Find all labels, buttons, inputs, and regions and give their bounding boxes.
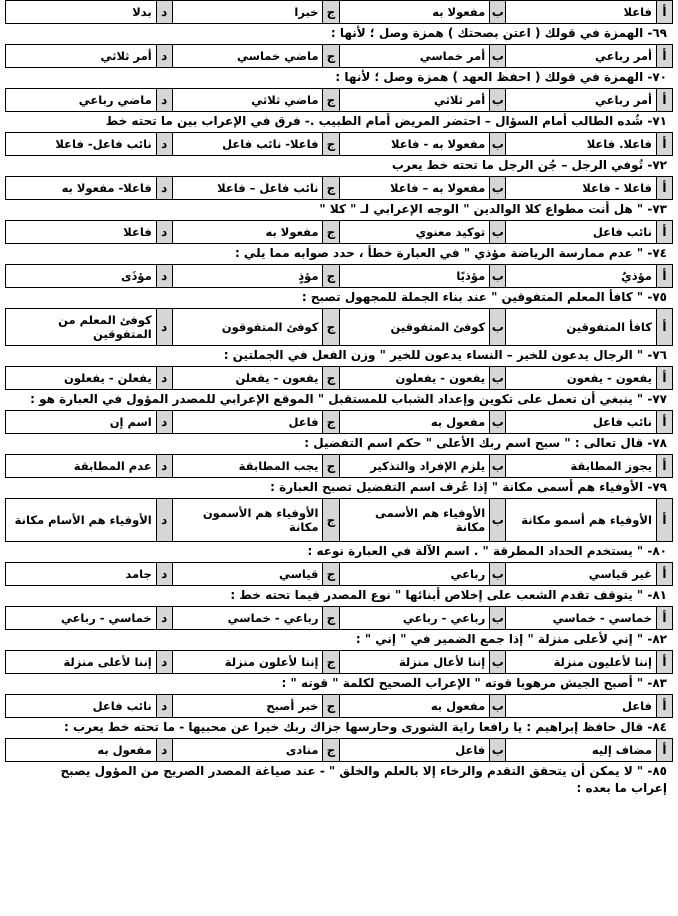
option-choice[interactable]: رباعي - خماسي: [172, 607, 323, 630]
question-text: ٧٣- " هل أنت مطواع كلا الوالدين " الوجه الإعرابي لـ " كلا ": [319, 202, 667, 216]
options-table: [5, 0, 673, 24]
option-letter: د: [156, 367, 172, 390]
option-choice[interactable]: مؤذٍ: [172, 265, 323, 288]
options-table: [5, 366, 673, 390]
option-letter: أ: [656, 133, 672, 156]
option-choice[interactable]: فاعلا - فاعلا: [506, 177, 657, 200]
option-choice[interactable]: إننا لأعلون منزلة: [172, 651, 323, 674]
option-letter: ب: [490, 177, 506, 200]
option-letter: ج: [323, 411, 339, 434]
option-choice[interactable]: اسم إن: [6, 411, 157, 434]
option-choice[interactable]: رباعي - رباعي: [339, 607, 490, 630]
option-letter: ج: [323, 45, 339, 68]
option-choice[interactable]: فاعلا: [6, 221, 157, 244]
option-choice[interactable]: أمر رباعي: [506, 89, 657, 112]
question-text: ٧٢- تُوفي الرجل – جُن الرجل ما تحته خط يعرب: [391, 158, 667, 172]
option-letter: د: [156, 45, 172, 68]
option-choice[interactable]: أمر ثلاثي: [339, 89, 490, 112]
question-text: ٧٨- قال تعالى : " سبح اسم ربك الأعلى " حكم اسم التفضيل :: [304, 436, 667, 450]
option-letter: ج: [323, 455, 339, 478]
options-table: [5, 176, 673, 200]
option-choice[interactable]: بدلا: [6, 1, 157, 24]
option-letter: أ: [656, 411, 672, 434]
option-letter: ب: [490, 221, 506, 244]
option-letter: أ: [656, 45, 672, 68]
question-text: ٨٢- " إني لأعلى منزلة " إذا جمع الضمير في " إني " :: [355, 632, 667, 646]
option-letter: ب: [490, 607, 506, 630]
option-choice[interactable]: مؤذيٌ: [506, 265, 657, 288]
option-letter: ب: [490, 411, 506, 434]
option-choice[interactable]: نائب فاعل: [6, 695, 157, 718]
option-letter: ج: [323, 1, 339, 24]
option-letter: أ: [656, 695, 672, 718]
option-letter: أ: [656, 499, 672, 542]
option-choice[interactable]: كوفئ المتفوقين: [339, 309, 490, 346]
option-letter: د: [156, 739, 172, 762]
option-choice[interactable]: الأوفياء هم الأسام مكانة: [6, 499, 157, 542]
option-choice[interactable]: ماضي ثلاثي: [172, 89, 323, 112]
option-letter: ب: [490, 133, 506, 156]
option-letter: ب: [490, 265, 506, 288]
option-choice[interactable]: مفعولا به: [339, 1, 490, 24]
option-letter: ب: [490, 499, 506, 542]
option-letter: د: [156, 1, 172, 24]
option-choice[interactable]: نائب فاعل- فاعلا: [6, 133, 157, 156]
option-choice[interactable]: توكيد معنوي: [339, 221, 490, 244]
option-choice[interactable]: خبرا: [172, 1, 323, 24]
option-letter: أ: [656, 1, 672, 24]
option-choice[interactable]: مفعولا به – فاعلا: [339, 177, 490, 200]
question-text: ٨٤- قال حافظ إبراهيم : يا رافعا راية الشورى وحارسها جزاك ربك خيرا عن محبيها - ما تحته خط يعرب :: [63, 720, 667, 734]
option-choice[interactable]: فاعل: [172, 411, 323, 434]
option-letter: د: [156, 411, 172, 434]
option-letter: د: [156, 221, 172, 244]
option-letter: أ: [656, 265, 672, 288]
option-letter: ج: [323, 739, 339, 762]
option-choice[interactable]: جامد: [6, 563, 157, 586]
option-choice[interactable]: مفعول به: [6, 739, 157, 762]
options-row: [6, 607, 673, 630]
option-choice[interactable]: مفعول به: [339, 411, 490, 434]
option-letter: أ: [656, 89, 672, 112]
option-choice[interactable]: يلزم الإفراد والتذكير: [339, 455, 490, 478]
options-table: [5, 308, 673, 346]
option-choice[interactable]: مؤذيًا: [339, 265, 490, 288]
options-row: [6, 89, 673, 112]
question-text: ٨٠- " يستخدم الحداد المطرقة " . اسم الآلة في العبارة نوعه :: [307, 544, 667, 558]
option-choice[interactable]: الأوفياء هم الأسمون مكانة: [172, 499, 323, 542]
options-table: [5, 44, 673, 68]
option-letter: د: [156, 133, 172, 156]
option-letter: ب: [490, 1, 506, 24]
question-text-continued: إعراب ما بعده :: [576, 781, 667, 795]
option-choice[interactable]: فاعل: [506, 695, 657, 718]
option-letter: أ: [656, 367, 672, 390]
option-choice[interactable]: مؤذَى: [6, 265, 157, 288]
options-row: [6, 499, 673, 542]
option-choice[interactable]: يفعون - يفعون: [506, 367, 657, 390]
options-row: [6, 45, 673, 68]
option-choice[interactable]: إننا لأعليون منزلة: [506, 651, 657, 674]
option-choice[interactable]: أمر خماسي: [339, 45, 490, 68]
option-letter: أ: [656, 177, 672, 200]
option-choice[interactable]: كافأ المتفوقين: [506, 309, 657, 346]
question-text: ٨٥- " لا يمكن أن يتحقق التقدم والرخاء إلا بالعلم والخلق " - عند صياغة المصدر الصريح من المؤول يصبح: [60, 764, 667, 778]
option-choice[interactable]: أمر رباعي: [506, 45, 657, 68]
option-choice[interactable]: كوفئ المعلم من المتفوقين: [6, 309, 157, 346]
option-letter: ج: [323, 133, 339, 156]
options-row: [6, 309, 673, 346]
question-text: ٧٠- الهمزة في قولك ( احفظ العهد ) همزة وصل ؛ لأنها :: [335, 70, 667, 84]
options-table: [5, 606, 673, 630]
questions-list: [5, 0, 673, 762]
option-choice[interactable]: مضاف إليه: [506, 739, 657, 762]
options-row: [6, 265, 673, 288]
options-table: [5, 694, 673, 718]
option-choice[interactable]: خبر أصبح: [172, 695, 323, 718]
option-letter: ب: [490, 89, 506, 112]
option-choice[interactable]: يجوز المطابقة: [506, 455, 657, 478]
question-text: ٨٣- " أصبح الجيش مرهوبا قوته " الإعراب الصحيح لكلمة " قوته " :: [281, 676, 667, 690]
question-text: ٨١- " يتوقف تقدم الشعب على إخلاص أبنائها " نوع المصدر فيما تحته خط :: [230, 588, 667, 602]
options-table: [5, 738, 673, 762]
question-text: ٦٩- الهمزة في قولك ( اعتن بصحتك ) همزة وصل ؛ لأنها :: [330, 26, 667, 40]
option-letter: د: [156, 309, 172, 346]
option-choice[interactable]: كوفئ المتفوقون: [172, 309, 323, 346]
question-text: ٧٦- " الرجال يدعون للخير – النساء يدعون للخير " وزن الفعل في الجملتين :: [223, 348, 667, 362]
option-letter: أ: [656, 563, 672, 586]
option-choice[interactable]: يجب المطابقة: [172, 455, 323, 478]
question-text: ٧٧- " ينبغي أن تعمل على تكوين وإعداد الشباب للمستقبل " الموقع الإعرابي للمصدر المؤول في العبارة هو :: [30, 392, 667, 406]
option-letter: ج: [323, 309, 339, 346]
option-letter: د: [156, 455, 172, 478]
option-letter: ب: [490, 739, 506, 762]
option-letter: ب: [490, 309, 506, 346]
option-choice[interactable]: إننا لأعلى منزلة: [6, 651, 157, 674]
options-row: [6, 367, 673, 390]
option-letter: أ: [656, 309, 672, 346]
options-row: [6, 695, 673, 718]
option-choice[interactable]: فاعلا. فاعلا: [506, 133, 657, 156]
option-letter: د: [156, 265, 172, 288]
option-choice[interactable]: قياسي: [172, 563, 323, 586]
option-choice[interactable]: منادى: [172, 739, 323, 762]
option-letter: ج: [323, 367, 339, 390]
option-choice[interactable]: فاعل: [339, 739, 490, 762]
options-table: [5, 264, 673, 288]
option-letter: ج: [323, 89, 339, 112]
option-letter: د: [156, 607, 172, 630]
option-letter: ج: [323, 695, 339, 718]
option-letter: ج: [323, 499, 339, 542]
option-choice[interactable]: يفعون - يفعلن: [172, 367, 323, 390]
option-letter: د: [156, 499, 172, 542]
option-choice[interactable]: فاعلا- مفعولا به: [6, 177, 157, 200]
option-letter: ب: [490, 651, 506, 674]
options-row: [6, 455, 673, 478]
option-letter: ب: [490, 455, 506, 478]
options-row: [6, 651, 673, 674]
question-text: ٧٤- " عدم ممارسة الرياضة مؤذي " في العبارة خطأ ، حدد صوابه مما يلي :: [234, 246, 667, 260]
option-choice[interactable]: عدم المطابقة: [6, 455, 157, 478]
option-letter: ج: [323, 177, 339, 200]
question-text: ٧٥- " كافأ المعلم المتفوقين " عند بناء الجملة للمجهول تصبح :: [301, 290, 667, 304]
option-choice[interactable]: مفعولا به - فاعلا: [339, 133, 490, 156]
option-choice[interactable]: مفعولا به: [172, 221, 323, 244]
options-table: [5, 650, 673, 674]
options-row: [6, 221, 673, 244]
question-text: ٧٩- الأوفياء هم أسمى مكانة " إذا عُرف اسم التفضيل تصبح العبارة :: [270, 480, 667, 494]
option-choice[interactable]: الأوفياء هم أسمو مكانة: [506, 499, 657, 542]
option-letter: ج: [323, 651, 339, 674]
option-letter: ب: [490, 367, 506, 390]
option-choice[interactable]: فاعلا: [506, 1, 657, 24]
option-choice[interactable]: نائب فاعل: [506, 221, 657, 244]
options-table: [5, 498, 673, 542]
option-choice[interactable]: الأوفياء هم الأسمى مكانة: [339, 499, 490, 542]
option-letter: ب: [490, 563, 506, 586]
question-text: ٧١- شُده الطالب أمام السؤال – احتضر المريض أمام الطبيب .- فرق في الإعراب بين ما تحته خط: [105, 114, 667, 128]
option-letter: ج: [323, 563, 339, 586]
option-letter: أ: [656, 739, 672, 762]
exam-page: [5, 0, 673, 797]
options-row: [6, 133, 673, 156]
options-table: [5, 132, 673, 156]
option-letter: ج: [323, 607, 339, 630]
option-choice[interactable]: خماسي - رباعي: [6, 607, 157, 630]
option-letter: د: [156, 695, 172, 718]
options-row: [6, 563, 673, 586]
option-choice[interactable]: أمر ثلاثي: [6, 45, 157, 68]
option-choice[interactable]: يفعلن - يفعلون: [6, 367, 157, 390]
options-table: [5, 454, 673, 478]
options-row: [6, 177, 673, 200]
options-table: [5, 220, 673, 244]
options-row: [6, 411, 673, 434]
option-letter: أ: [656, 607, 672, 630]
option-choice[interactable]: ماضي خماسي: [172, 45, 323, 68]
options-row: [6, 739, 673, 762]
option-letter: د: [156, 89, 172, 112]
option-choice[interactable]: رباعي: [339, 563, 490, 586]
option-letter: أ: [656, 651, 672, 674]
options-table: [5, 562, 673, 586]
option-choice[interactable]: غير قياسي: [506, 563, 657, 586]
option-letter: د: [156, 563, 172, 586]
option-choice[interactable]: فاعلا- نائب فاعل: [172, 133, 323, 156]
option-letter: ج: [323, 221, 339, 244]
option-letter: ب: [490, 45, 506, 68]
question-85: [5, 762, 673, 797]
option-choice[interactable]: إننا لأعال منزلة: [339, 651, 490, 674]
option-choice[interactable]: خماسي - خماسي: [506, 607, 657, 630]
option-letter: د: [156, 177, 172, 200]
option-choice[interactable]: نائب فاعل: [506, 411, 657, 434]
option-letter: ج: [323, 265, 339, 288]
option-letter: أ: [656, 455, 672, 478]
option-choice[interactable]: مفعول به: [339, 695, 490, 718]
option-choice[interactable]: يفعون - يفعلون: [339, 367, 490, 390]
option-letter: ب: [490, 695, 506, 718]
option-choice[interactable]: ماضي رباعي: [6, 89, 157, 112]
option-letter: أ: [656, 221, 672, 244]
option-choice[interactable]: نائب فاعل – فاعلا: [172, 177, 323, 200]
options-table: [5, 88, 673, 112]
option-letter: د: [156, 651, 172, 674]
options-table: [5, 410, 673, 434]
options-row: [6, 1, 673, 24]
